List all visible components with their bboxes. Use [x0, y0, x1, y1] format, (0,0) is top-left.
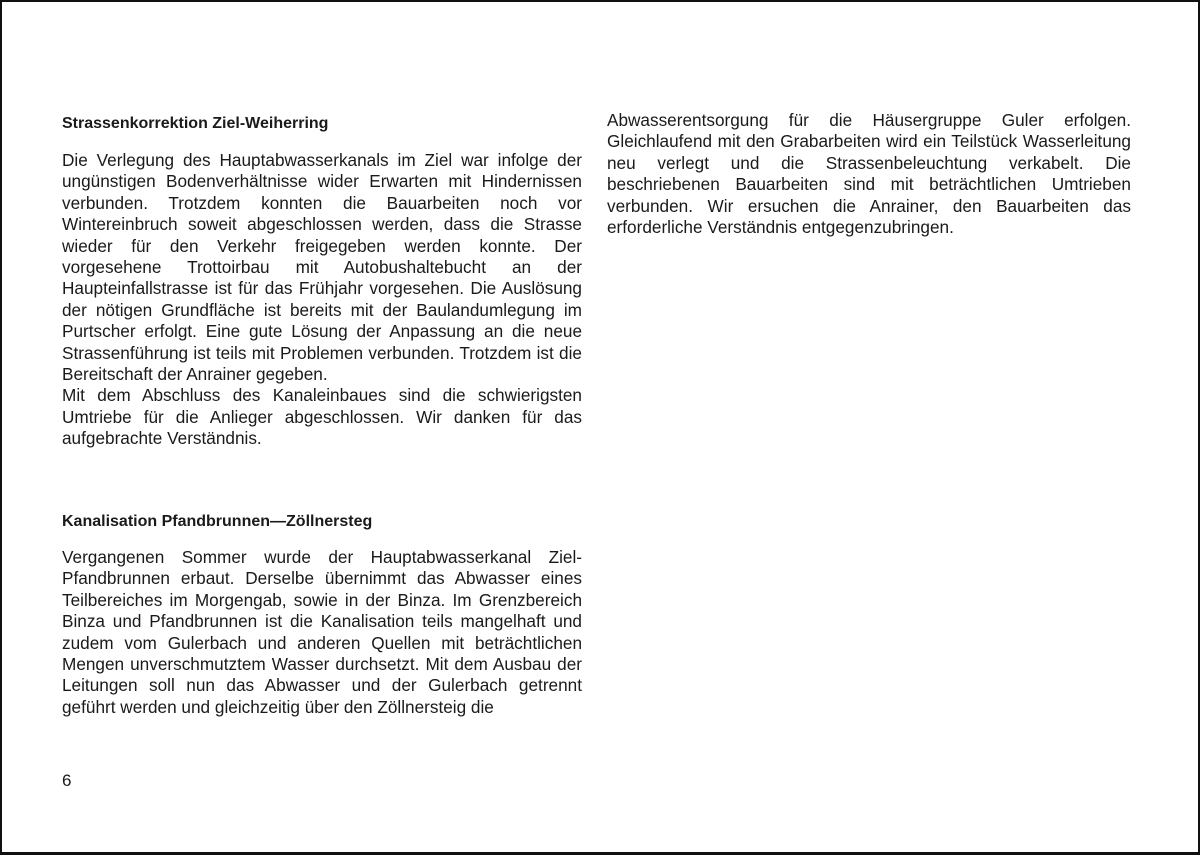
section-body-kanalisation	[62, 547, 582, 718]
paragraph: Mit dem Abschluss des Kanaleinbaues sind die schwierigsten Umtriebe für die Anlieger abgeschlossen. Wir danken für das aufgebrachte Verständnis.	[62, 385, 582, 449]
paragraph: Abwasserentsorgung für die Häusergruppe Guler erfolgen. Gleichlaufend mit den Grabarbeiten wird ein Teilstück Wasserleitung neu verlegt und die Strassenbeleuchtung verkabelt. Die beschriebenen Bauarbeiten sind mit beträchtlichen Umtrieben verbunden. Wir ersuchen die Anrainer, den Bauarbeiten das erforderliche Verständnis entgegenzubringen.	[607, 110, 1131, 238]
paragraph: Die Verlegung des Hauptabwasserkanals im Ziel war infolge der ungünstigen Bodenverhältnisse wider Erwarten mit Hindernissen verbunden. Trotzdem konnten die Bauarbeiten noch vor Wintereinbruch soweit abgeschlossen werden, dass die Strasse wieder für den Verkehr freigegeben werden konnte. Der vorgesehene Trottoirbau mit Autobushaltebucht an der Haupteinfallstrasse ist für das Frühjahr vorgesehen. Die Auslösung der nötigen Grundfläche ist bereits mit der Baulandumlegung im Purtscher erfolgt. Eine gute Lösung der Anpassung an die neue Strassenführung ist teils mit Problemen verbunden. Trotzdem ist die Bereitschaft der Anrainer gegeben.	[62, 150, 582, 385]
section-heading-kanalisation: Kanalisation Pfandbrunnen—Zöllnersteg	[62, 513, 373, 530]
page-number: 6	[62, 771, 72, 790]
right-column-body	[607, 110, 1131, 238]
paragraph: Vergangenen Sommer wurde der Hauptabwasserkanal Ziel-Pfandbrunnen erbaut. Derselbe übernimmt das Abwasser eines Teilbereiches im Morgengab, sowie in der Binza. Im Grenzbereich Binza und Pfandbrunnen ist die Kanalisation teils mangelhaft und zudem vom Gulerbach und anderen Quellen mit beträchtlichen Mengen unverschmutztem Wasser durchsetzt. Mit dem Ausbau der Leitungen soll nun das Abwasser und der Gulerbach getrennt geführt werden und gleichzeitig über den Zöllnersteig die	[62, 547, 582, 717]
section-heading-strassenkorrektion: Strassenkorrektion Ziel-Weiherring	[62, 115, 329, 132]
section-body-strassenkorrektion	[62, 150, 582, 450]
